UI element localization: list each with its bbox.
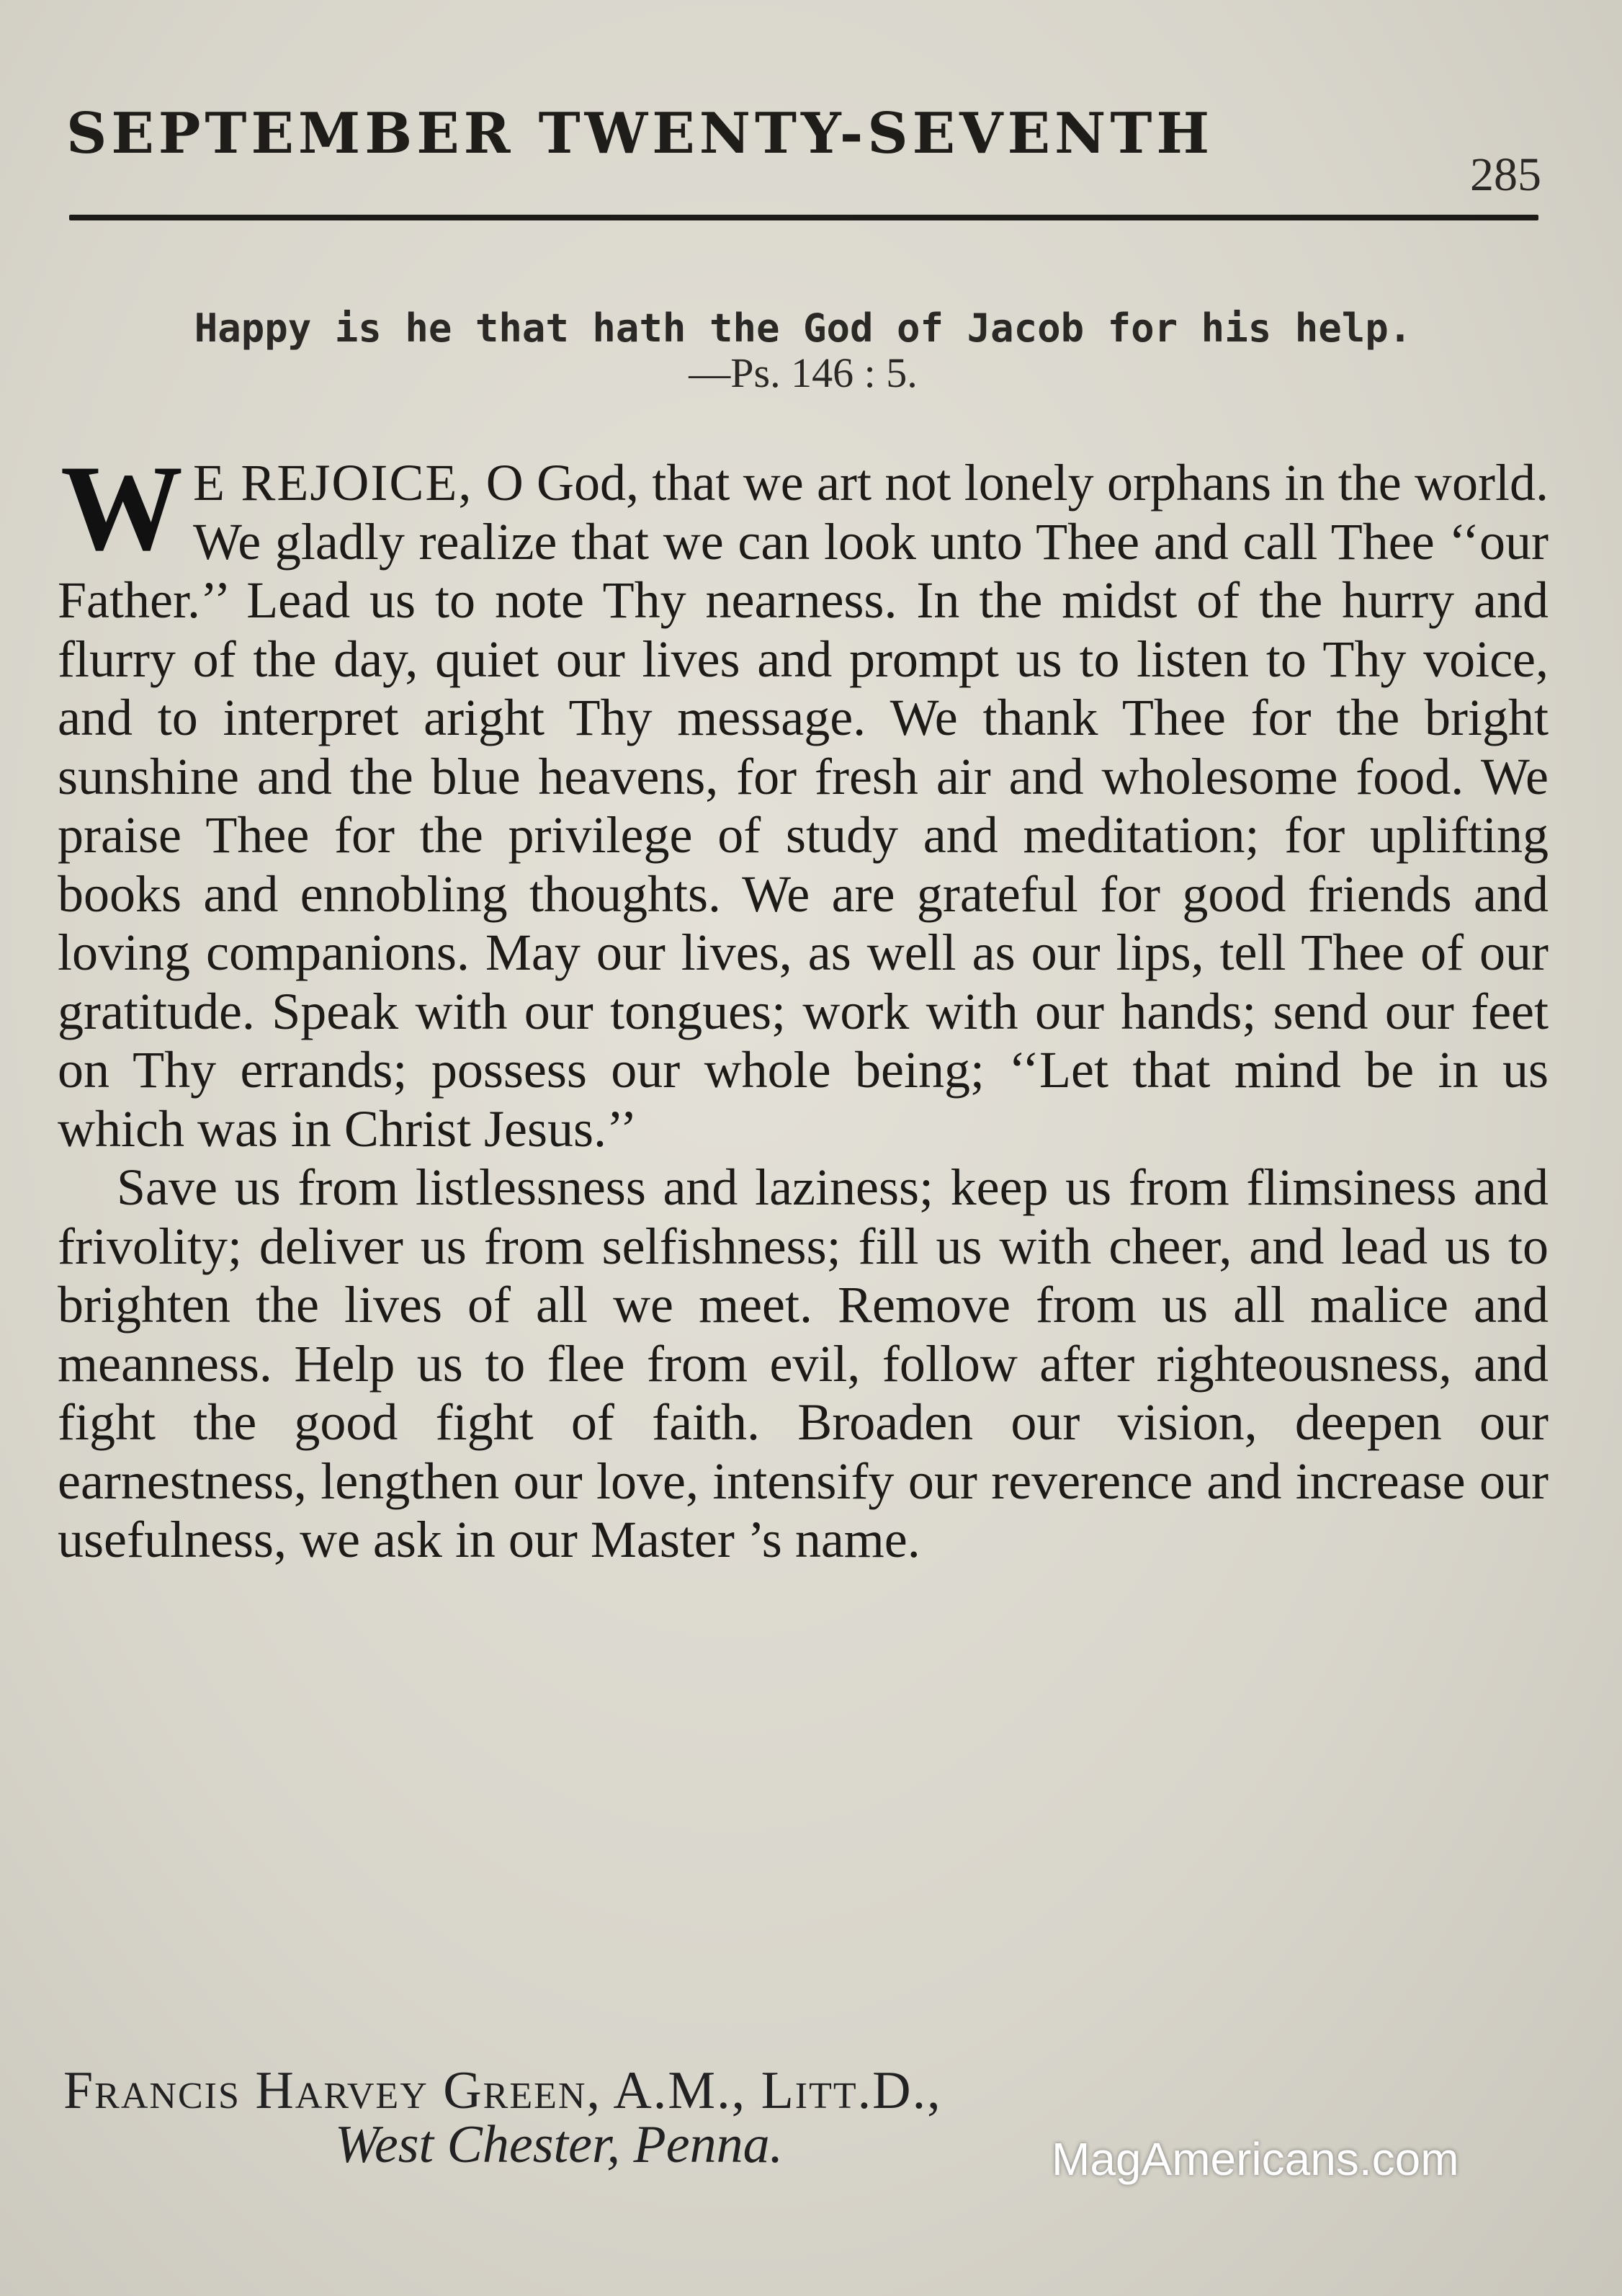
drop-cap: W — [61, 440, 183, 576]
prayer-body — [58, 440, 1549, 1570]
page-number: 285 — [1470, 148, 1541, 201]
author-name: Francis Harvey Green, A.M., Litt.D., — [63, 2061, 942, 2120]
page-header-title: SEPTEMBER TWENTY-SEVENTH — [66, 101, 1214, 166]
prayer-paragraph-2: Save us from listlessness and laziness; keep us from flimsiness and frivolity; deliver us from selfishness; fill us with cheer, and lead us to brighten the lives of all we meet. Remove from us all malice and meanness. Help us to flee from evil, follow after righteousness, and fight the good fight of faith. Broaden our vision, deepen our earnestness, lengthen our love, intensify our reverence and increase our usefulness, we ask in our Master ’s name. — [58, 1158, 1549, 1568]
epigraph-text: Happy is he that hath the God of Jacob for his help. — [194, 305, 1412, 351]
prayer-paragraph-1 — [58, 440, 1549, 1158]
author-location: West Chester, Penna. — [335, 2115, 784, 2174]
header-rule — [69, 215, 1538, 220]
epigraph — [108, 306, 1498, 396]
epigraph-reference: —Ps. 146 : 5. — [689, 349, 918, 396]
paragraph-1-text: O God, that we art not lonely orphans in the world. We gladly realize that we can look unto Thee and call Thee ‘‘our Father.’’ Lead us to note Thy nearness. In the midst of the hurry and flurry of the day, quiet our lives and prompt us to listen to Thy voice, and to interpret aright Thy message. We thank Thee for the bright sunshine and the blue heavens, for fresh air and wholesome food. We praise Thee for the privilege of study and meditation; for uplifting books and ennobling thoughts. We are grateful for good friends and loving companions. May our lives, as well as our lips, tell Thee of our gratitude. Speak with our tongues; work with our hands; send our feet on Thy errands; possess our whole being; ‘‘Let that mind be in us which was in Christ Jesus.’’ — [58, 454, 1549, 1158]
watermark: MagAmericans.com — [1052, 2133, 1459, 2185]
opening-caps: E REJOICE, — [193, 454, 473, 512]
